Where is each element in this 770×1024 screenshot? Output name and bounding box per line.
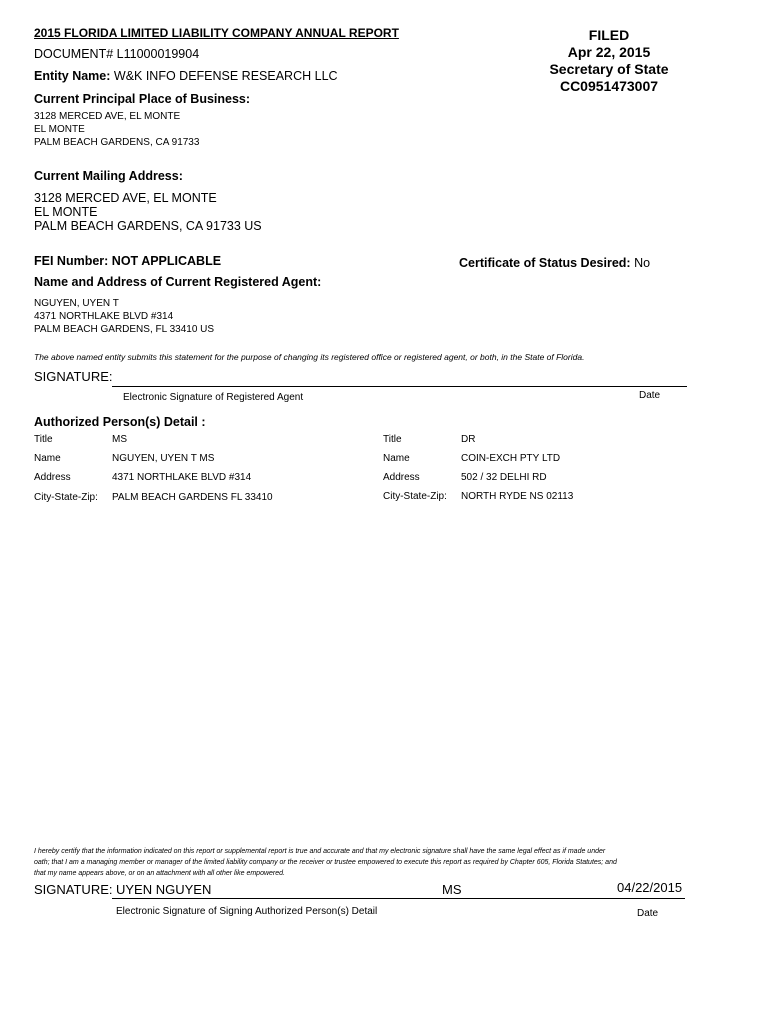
report-title: 2015 FLORIDA LIMITED LIABILITY COMPANY ANNUAL REPORT <box>34 26 399 40</box>
person-2-address-label: Address <box>383 472 420 483</box>
fei-value: NOT APPLICABLE <box>111 254 222 268</box>
agent-signature-label: SIGNATURE: <box>34 369 113 384</box>
principal-place-address <box>34 110 199 149</box>
person-1-name: NGUYEN, UYEN T MS <box>112 453 215 464</box>
person-2-city: NORTH RYDE NS 02113 <box>461 491 574 502</box>
final-signature-line <box>112 898 685 899</box>
entity-name-line <box>34 69 338 83</box>
fei-label: FEI Number: <box>34 254 109 268</box>
final-signature-caption: Electronic Signature of Signing Authorized Person(s) Detail <box>116 906 378 917</box>
person-2-name: COIN-EXCH PTY LTD <box>461 453 561 464</box>
principal-place-heading: Current Principal Place of Business: <box>34 92 251 106</box>
person-2-name-label: Name <box>383 453 410 464</box>
filing-stamp <box>528 27 690 95</box>
mailing-line-1: 3128 MERCED AVE, EL MONTE <box>34 191 217 205</box>
filed-label: FILED <box>588 27 630 43</box>
person-2-address: 502 / 32 DELHI RD <box>461 472 547 483</box>
agent-line-3: PALM BEACH GARDENS, FL 33410 US <box>34 324 215 335</box>
person-1-address-label: Address <box>34 472 71 483</box>
final-signature-date-label: Date <box>637 908 659 919</box>
person-2-city-label: City-State-Zip: <box>383 491 447 502</box>
certification-line-3: that my name appears above, or on an attachment with all other like empowered. <box>34 870 285 877</box>
agent-line-1: NGUYEN, UYEN T <box>34 298 119 309</box>
person-1-title-label: Title <box>34 434 53 445</box>
person-1-title: MS <box>112 434 127 445</box>
agent-line-2: 4371 NORTHLAKE BLVD #314 <box>34 311 174 322</box>
certification-line-2: oath; that I am a managing member or manager of the limited liability company or the receiver or trustee empowered to execute this report as required by Chapter 605, Florida Statutes; and <box>34 859 617 866</box>
mailing-line-2: EL MONTE <box>34 205 98 219</box>
person-2-title-label: Title <box>383 434 402 445</box>
principal-line-2: EL MONTE <box>34 124 85 135</box>
registered-agent-heading: Name and Address of Current Registered Agent: <box>34 275 322 289</box>
person-2-title: DR <box>461 434 476 445</box>
mailing-address-heading: Current Mailing Address: <box>34 169 183 183</box>
final-signature-title: MS <box>442 882 462 897</box>
certification-line-1: I hereby certify that the information indicated on this report or supplemental report is true and accurate and that my electronic signature shall have the same legal effect as if made under <box>34 848 606 855</box>
certificate-label: Certificate of Status Desired: <box>459 256 631 270</box>
principal-line-1: 3128 MERCED AVE, EL MONTE <box>34 111 181 122</box>
agent-signature-date-label: Date <box>639 390 661 401</box>
entity-name: W&K INFO DEFENSE RESEARCH LLC <box>113 69 338 83</box>
registered-agent-address <box>34 297 214 336</box>
document-label: DOCUMENT# <box>34 47 114 61</box>
final-signature-label: SIGNATURE: <box>34 882 113 897</box>
document-number: L11000019904 <box>116 47 200 61</box>
final-signature-name: UYEN NGUYEN <box>116 882 212 897</box>
principal-line-3: PALM BEACH GARDENS, CA 91733 <box>34 137 200 148</box>
certification-statement <box>34 846 617 879</box>
person-1-city-label: City-State-Zip: <box>34 492 98 503</box>
certificate-value: No <box>634 256 651 270</box>
final-signature-date: 04/22/2015 <box>617 880 683 895</box>
person-1-address: 4371 NORTHLAKE BLVD #314 <box>112 472 252 483</box>
agent-statement: The above named entity submits this statement for the purpose of changing its registered office or registered agent, or both, in the State of Florida. <box>34 352 585 362</box>
fei-number-line <box>34 254 221 268</box>
mailing-address <box>34 191 262 233</box>
filed-authority: Secretary of State <box>549 61 669 77</box>
person-1-name-label: Name <box>34 453 61 464</box>
mailing-line-3: PALM BEACH GARDENS, CA 91733 US <box>34 219 262 233</box>
filed-number: CC0951473007 <box>559 78 659 94</box>
certificate-status-line <box>459 256 650 270</box>
authorized-persons-heading: Authorized Person(s) Detail : <box>34 415 206 429</box>
entity-label: Entity Name: <box>34 69 111 83</box>
agent-signature-line <box>112 386 687 387</box>
filed-date: Apr 22, 2015 <box>567 44 651 60</box>
person-1-city: PALM BEACH GARDENS FL 33410 <box>112 492 273 503</box>
agent-signature-caption: Electronic Signature of Registered Agent <box>123 392 304 403</box>
document-number-line <box>34 47 199 61</box>
